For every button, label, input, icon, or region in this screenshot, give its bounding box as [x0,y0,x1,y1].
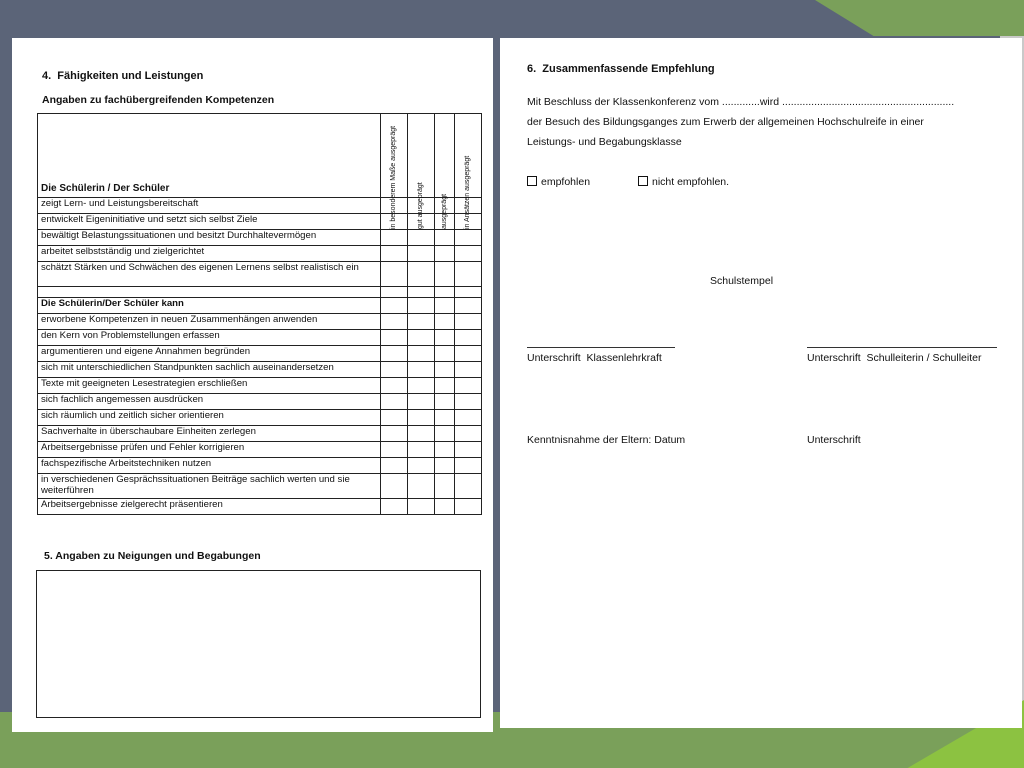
rating-cell[interactable] [381,442,408,458]
checkbox-icon[interactable] [638,176,648,186]
table-row [38,499,482,515]
rating-cell[interactable] [408,362,435,378]
rating-cell[interactable] [381,346,408,362]
parents-acknowledgement-label: Kenntnisnahme der Eltern: Datum [527,434,686,446]
rating-cell[interactable] [435,330,455,346]
decor-green-top [815,0,1024,36]
rating-cell[interactable] [408,394,435,410]
rating-cell[interactable] [381,230,408,246]
option-not-recommended-label: nicht empfohlen. [652,176,730,188]
option-not-recommended[interactable] [638,176,729,188]
rating-cell[interactable] [408,426,435,442]
rating-cell[interactable] [455,262,482,287]
section6-title: 6. Zusammenfassende Empfehlung [527,63,715,75]
table-row [38,394,482,410]
row-label: fachspezifische Arbeitstechniken nutzen [38,458,381,474]
rating-cell[interactable] [381,499,408,515]
rating-cell[interactable] [408,410,435,426]
row-label: entwickelt Eigeninitiative und setzt sich selbst Ziele [38,214,381,230]
recommendation-line3: Leistungs- und Begabungsklasse [527,136,682,148]
rating-cell[interactable] [381,426,408,442]
table-header-row [38,114,482,198]
table-row [38,426,482,442]
section4-title: 4. Fähigkeiten und Leistungen [42,70,204,82]
row-label: Arbeitsergebnisse prüfen und Fehler korrigieren [38,442,381,458]
school-stamp-label: Schulstempel [710,275,774,287]
row-label: sich räumlich und zeitlich sicher orientieren [38,410,381,426]
right-page [500,38,1022,728]
rating-cell[interactable] [408,458,435,474]
table-row [38,314,482,330]
rating-cell[interactable] [435,410,455,426]
rating-cell[interactable] [408,442,435,458]
signature-line-teacher [527,347,675,348]
table-row [38,458,482,474]
rating-cell[interactable] [435,262,455,287]
rating-cell[interactable] [455,330,482,346]
rating-cell[interactable] [435,314,455,330]
competence-table [37,113,482,515]
rating-cell[interactable] [408,230,435,246]
rating-cell[interactable] [408,499,435,515]
rating-cell[interactable] [381,330,408,346]
rating-cell[interactable] [455,378,482,394]
rating-cell[interactable] [381,262,408,287]
rating-cell[interactable] [435,246,455,262]
rating-cell[interactable] [455,410,482,426]
column-header: gut ausgeprägt [408,114,435,198]
rating-cell[interactable] [381,394,408,410]
option-recommended[interactable] [527,176,590,188]
column-header: in Ansätzen ausgeprägt [455,114,482,198]
table-subheader-row [38,298,482,314]
row-label: schätzt Stärken und Schwächen des eigenen Lernens selbst realistisch ein [38,262,381,287]
table-subheader: Die Schülerin/Der Schüler kann [38,298,381,314]
rating-cell[interactable] [381,378,408,394]
rating-cell[interactable] [455,458,482,474]
row-label: arbeitet selbstständig und zielgerichtet [38,246,381,262]
rating-cell[interactable] [455,346,482,362]
table-spacer-row [38,287,482,298]
left-page [12,38,493,732]
checkbox-icon[interactable] [527,176,537,186]
rating-cell[interactable] [455,442,482,458]
table-row [38,362,482,378]
table-row [38,378,482,394]
rating-cell[interactable] [455,394,482,410]
row-label: in verschiedenen Gesprächssituationen Beiträge sachlich werten und sie weiterführen [38,474,381,499]
rating-cell[interactable] [435,346,455,362]
table-row [38,198,482,214]
row-label: bewältigt Belastungssituationen und besitzt Durchhaltevermögen [38,230,381,246]
table-row [38,330,482,346]
signature-line-principal [807,347,997,348]
recommendation-line2: der Besuch des Bildungsganges zum Erwerb der allgemeinen Hochschulreife in einer [527,116,924,128]
row-label: Texte mit geeigneten Lesestrategien erschließen [38,378,381,394]
rating-cell[interactable] [435,442,455,458]
recommendation-line1: Mit Beschluss der Klassenkonferenz vom .............wird ........................................................... [527,96,955,108]
row-label: zeigt Lern- und Leistungsbereitschaft [38,198,381,214]
row-label: sich mit unterschiedlichen Standpunkten sachlich auseinandersetzen [38,362,381,378]
table-row [38,246,482,262]
signature-principal-label: Unterschrift Schulleiterin / Schulleiter [807,352,982,364]
row-label: sich fachlich angemessen ausdrücken [38,394,381,410]
rating-cell[interactable] [455,314,482,330]
rating-cell[interactable] [435,378,455,394]
rating-cell[interactable] [408,262,435,287]
signature-teacher-label: Unterschrift Klassenlehrkraft [527,352,662,364]
column-header: in besonderem Maße ausgeprägt [381,114,408,198]
rating-cell[interactable] [435,458,455,474]
rating-cell[interactable] [455,230,482,246]
competence-subtitle: Angaben zu fachübergreifenden Kompetenzen [42,94,275,106]
column-header: ausgeprägt [435,114,455,198]
rating-cell[interactable] [435,426,455,442]
table-row [38,474,482,499]
row-label: den Kern von Problemstellungen erfassen [38,330,381,346]
table-row [38,262,482,287]
rating-cell[interactable] [381,362,408,378]
rating-cell[interactable] [381,314,408,330]
option-recommended-label: empfohlen [541,176,591,188]
row-label: Arbeitsergebnisse zielgerecht präsentieren [38,499,381,515]
table-row [38,230,482,246]
row-label: Sachverhalte in überschaubare Einheiten zerlegen [38,426,381,442]
table-row [38,442,482,458]
rating-cell[interactable] [408,330,435,346]
rating-cell[interactable] [455,246,482,262]
section5-title: 5. Angaben zu Neigungen und Begabungen [44,550,261,562]
rating-cell[interactable] [381,410,408,426]
row-label: erworbene Kompetenzen in neuen Zusammenhängen anwenden [38,314,381,330]
rating-cell[interactable] [381,246,408,262]
table-row [38,214,482,230]
rating-cell[interactable] [455,474,482,499]
rating-cell[interactable] [455,362,482,378]
rating-cell[interactable] [381,458,408,474]
rating-cell[interactable] [435,394,455,410]
rating-cell[interactable] [435,230,455,246]
row-label: argumentieren und eigene Annahmen begründen [38,346,381,362]
rating-cell[interactable] [435,474,455,499]
rating-cell[interactable] [435,362,455,378]
inclinations-textbox[interactable] [36,570,481,718]
rating-cell[interactable] [408,346,435,362]
table-row [38,410,482,426]
table-header-label: Die Schülerin / Der Schüler [38,114,381,198]
rating-cell[interactable] [455,426,482,442]
rating-cell[interactable] [435,499,455,515]
rating-cell[interactable] [408,378,435,394]
rating-cell[interactable] [408,474,435,499]
rating-cell[interactable] [408,314,435,330]
rating-cell[interactable] [455,499,482,515]
parents-signature-label: Unterschrift [807,434,861,446]
table-row [38,346,482,362]
rating-cell[interactable] [381,474,408,499]
rating-cell[interactable] [408,246,435,262]
